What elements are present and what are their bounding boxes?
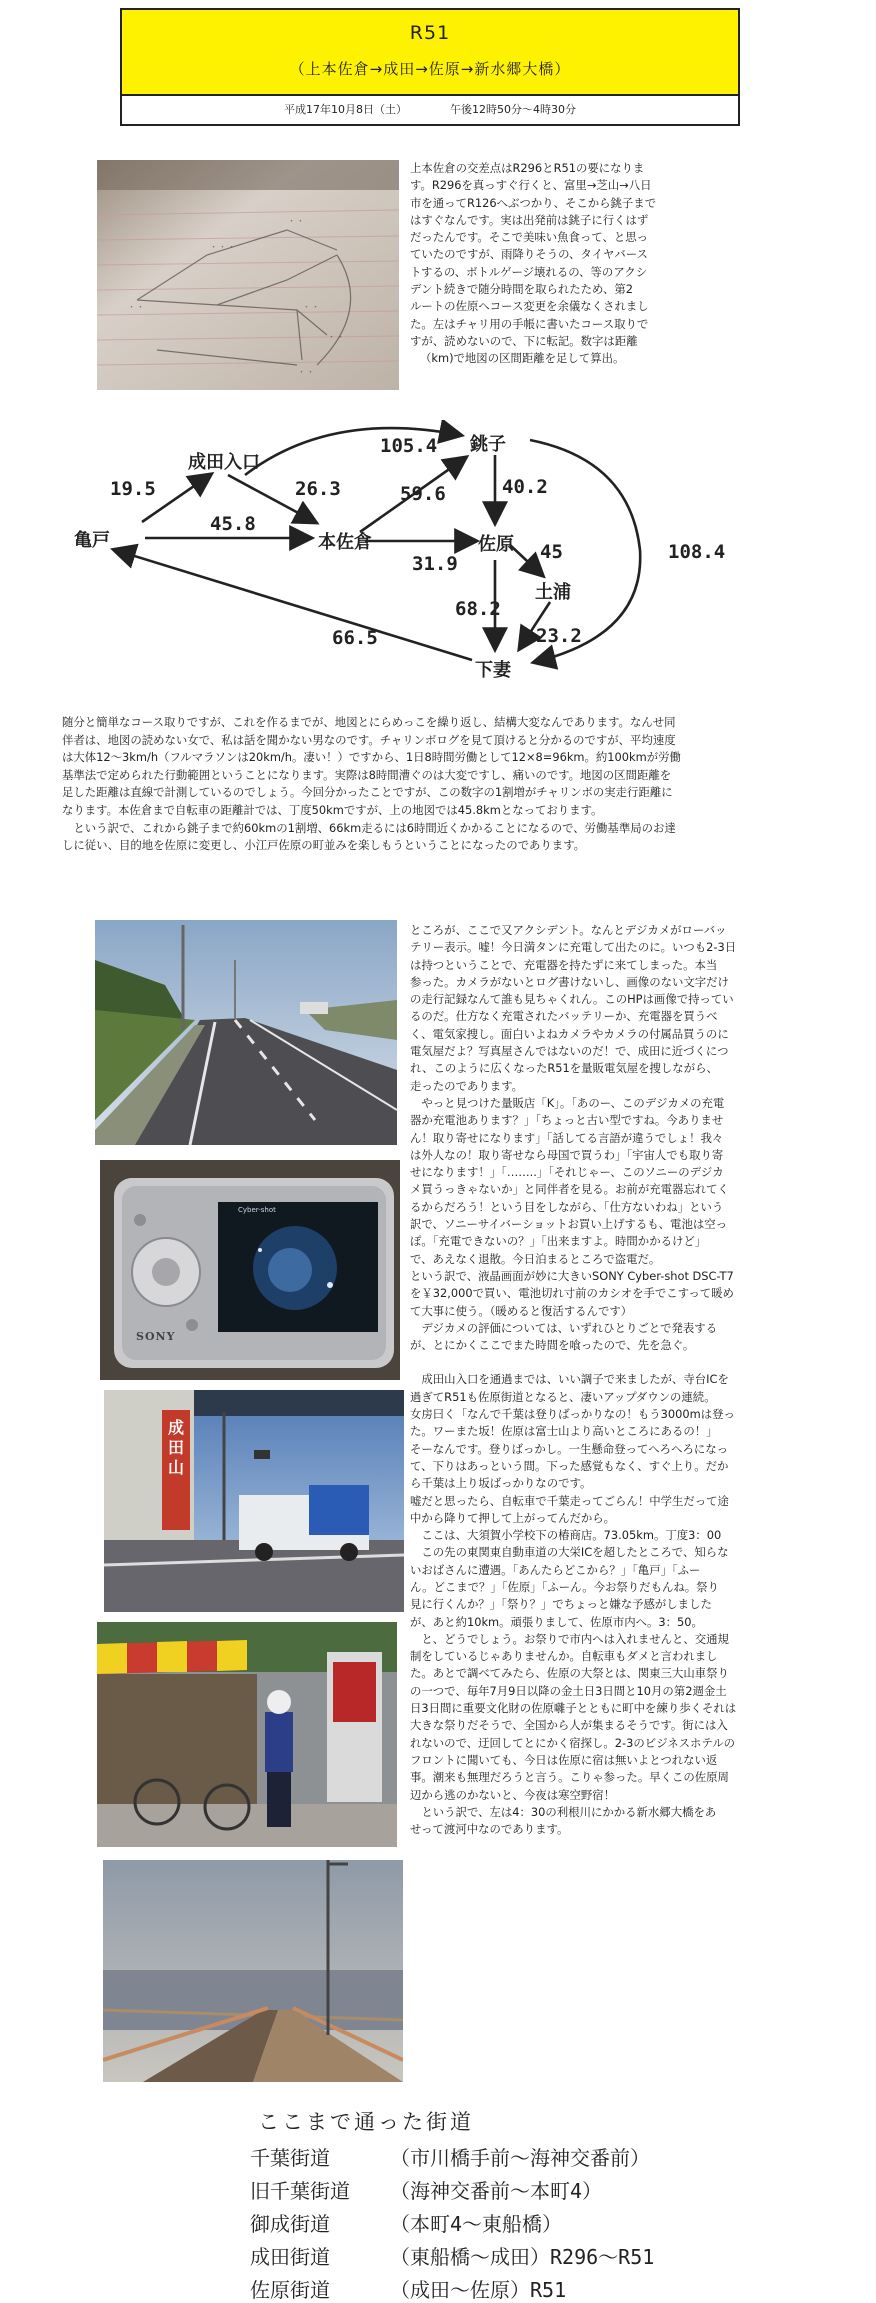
route-detail: （本町4～東船橋） bbox=[390, 2212, 563, 2236]
place-kameido: 亀戸 bbox=[74, 530, 110, 551]
dist-tsuchiura-shimotsuma: 23.2 bbox=[536, 625, 582, 647]
dist-choshi-shimotsuma: 108.4 bbox=[668, 541, 726, 563]
intro-paragraph: 上本佐倉の交差点はR296とR51の要になりま す。R296を真っすぐ行くと、富里→芝山→八日 市を通ってR126へぶつかり、そこから銚子まで はすぐなんです。実は出発前は銚子に行くはず だったんです。そこで美味い魚食って、と思っ ていたのですが、雨降りそうの、タイヤバース トするの、ボトルゲージ壊れるの、等のアクシ デント続きで随分時間を取られたため、第2 ルートの佐原へコース変更を余儀なくされまし た。左はチャリ用の手帳に書いたコース取りで すが、読めないので、下に転記。数字は距離 （km)で地図の区間距離を足して算出。 bbox=[410, 161, 657, 366]
dist-sawara-tsuchiura: 45 bbox=[540, 541, 563, 563]
place-sawara: 佐原 bbox=[478, 534, 514, 555]
dist-kameido-motosakura: 45.8 bbox=[210, 513, 256, 535]
list-item bbox=[250, 2208, 850, 2237]
route-name: 旧千葉街道 bbox=[250, 2179, 350, 2203]
page-subtitle: （上本佐倉→成田→佐原→新水郷大橋） bbox=[289, 60, 571, 78]
date-text: 平成17年10月8日（土） bbox=[284, 103, 407, 116]
svg-text:・・: ・・ bbox=[287, 217, 306, 227]
svg-text:・・・: ・・・ bbox=[209, 243, 237, 253]
street-photo bbox=[104, 1390, 404, 1612]
dist-sawara-shimotsuma: 68.2 bbox=[455, 598, 501, 620]
svg-text:・・: ・・ bbox=[302, 303, 321, 313]
route-list-title: ここまで通った街道 bbox=[258, 2110, 474, 2134]
page-title: R51 bbox=[409, 22, 451, 44]
list-item bbox=[250, 2274, 850, 2303]
list-item bbox=[250, 2175, 850, 2204]
camera-brand-logo: SONY bbox=[136, 1330, 176, 1343]
road-photo bbox=[95, 920, 397, 1145]
dist-choshi-sawara: 40.2 bbox=[502, 476, 548, 498]
dist-kameido-narita: 19.5 bbox=[110, 478, 156, 500]
shop-photo bbox=[97, 1622, 397, 1847]
place-narita-iriguchi: 成田入口 bbox=[188, 452, 260, 473]
camera-photo bbox=[100, 1160, 400, 1380]
dist-motosakura-sawara: 31.9 bbox=[412, 553, 458, 575]
dist-motosakura-choshi: 59.6 bbox=[400, 483, 446, 505]
route-list bbox=[250, 2106, 850, 2303]
route-name: 成田街道 bbox=[250, 2245, 330, 2269]
place-motosakura: 本佐倉 bbox=[318, 532, 372, 553]
shop-sign-text: 成田山 bbox=[167, 1418, 184, 1477]
route-diagram bbox=[70, 420, 820, 695]
route-name: 千葉街道 bbox=[250, 2146, 330, 2170]
story-paragraph: ところが、ここで又アクシデント。なんとデジカメがローバッ テリー表示。嘘！今日満タンに充電して出たのに。いつも2-3日 は持つということで、充電器を持たずに来てしまった。本当 参った。カメラがないとログ書けないし、画像のない文字だけ の走行記録なんて誰も見ちゃくれん。このHPは画像で持ってい るのだ。仕方なく充電されたバッテリーか、充電器を買うべ く、電気家捜し。面白いよねカメラやカメラの付属品買うのに 電気屋だよ？写真屋さんではないのだ！で、成田に近づくにつ れ、このように広くなったR51を量販電気屋を捜しながら、 走ったのであります。 やっと見つけた量販店「K」。「あのー、このデジカメの充電 器か充電池あります？」「ちょっと古い型ですね。今ありませ ん！取り寄せになります」「話してる言語が違うでしょ！我々 は外人なの！取り寄せなら母国で買うわ」「宇宙人でも取り寄 せになります！」「……..」「それじゃー、このソニーのデジカ メ買うっきゃないか」と同伴者を見る。お前が充電器忘れてく るからだろう！という目をしながら、「仕方ないわね」という 訳で、ソニーサイバーショットお買い上げするも、電池は空っ ぽ。「充電できないの？」「出来ますよ。時間かかるけど」 で、あえなく退散。今日泊まるところで盗電だ。 という訳で、液晶画面が妙に大きいSONY Cyber-shot DSC-T7 を￥32,000で買い、電池切れ寸前のカシオを手でこすって暖め て大事に使う。（暖めると復活するんです） デジカメの評価については、いずれひとりごとで発表する が、とにかくここでまた時間を喰ったので、先を急ぐ。 成田山入口を通過までは、いい調子で来ましたが、寺台ICを 過ぎてR51も佐原街道となると、凄いアップダウンの連続。 女房曰く「なんで千葉は登りばっかりなの！もう3000mは登っ た。ワーまた坂！佐原は富士山より高いところにあるの！」 そーなんです。登りばっかし。一生懸命登ってへろへろになっ て、下りはあっという間。下った感覚もなく、すぐ上り。だか ら千葉は上り坂ばっかりなのです。 嘘だと思ったら、自転車で千葉走ってごらん！中学生だって途 中から降りて押して上がってんだから。 ここは、大須賀小学校下の椿商店。73.05km。丁度3：00 この先の東関東自動車道の大栄ICを超したところで、知らな いおばさんに遭遇。「あんたらどこから？」「亀戸」「ふー ん。どこまで？」「佐原」「ふーん。今お祭りだもんね。祭り 見に行くんか？」「祭り？」でちょっと嫌な予感がしました が、あと約10km。頑張りまして、佐原市内へ。3：50。 と、どうでしょう。お祭りで市内へは入れませんと、交通規 制をしているじゃありませんか。自転車もダメと言われまし た。あとで調べてみたら、佐原の大祭とは、関東三大山車祭り の一つで、毎年7月9日以降の金土日3日間と10月の第2週金土 日3日間に重要文化財の佐原囃子とともに町中を練り歩くそれは 大きな祭りだそうで、全国から人が集まるそうです。街には入 れないので、迂回してとにかく宿探し。2-3のビジネスホテルの フロントに聞いても、今日は佐原に宿は無いよとつれない返 事。潮来も無理だろうと言う。こりゃ参った。早くこの佐原周 辺から逃のかないと、今夜は寒空野宿！ という訳で、左は4：30の利根川にかかる新水郷大橋をあ せって渡河中なのであります。 bbox=[410, 923, 737, 1837]
place-shimotsuma: 下妻 bbox=[475, 660, 511, 681]
place-choshi: 銚子 bbox=[470, 434, 506, 455]
svg-text:・・: ・・ bbox=[127, 303, 146, 313]
svg-text:・・: ・・ bbox=[297, 368, 316, 378]
notebook-sketch-icon bbox=[97, 160, 399, 390]
list-item bbox=[250, 2241, 850, 2270]
route-detail: （市川橋手前～海神交番前） bbox=[390, 2146, 650, 2170]
notebook-photo bbox=[97, 160, 399, 390]
explanation-paragraph: 随分と簡単なコース取りですが、これを作るまでが、地図とにらめっこを繰り返し、結構大変なんであります。なんせ同 伴者は、地図の読めない女で、私は話を聞かない男なのです。チャリンボログを見て頂けると分かるのですが、平均速度 は大体12～3km/h（フルマラソンは20km/h。凄い！）ですから、1日8時間労働として12×8=96km。約100kmが労働 基準法で定められた行動範囲ということになります。実際は8時間漕ぐのは大変ですし、痛いのです。地図の区間距離を 足した距離は直線で計測しているのでしょう。今回分かったことですが、この数字の1割増がチャリンボの実走行距離に なります。本佐倉まで自転車の距離計では、丁度50kmですが、上の地図では45.8kmとなっております。 という訳で、これから銚子まで約60kmの1割増、66km走るには6時間近くかかることになるので、労働基準局のお達 しに従い、目的地を佐原に変更し、小江戸佐原の町並みを楽しもうということになったのであります。 bbox=[62, 715, 681, 853]
route-name: 佐原街道 bbox=[250, 2278, 330, 2302]
title-box bbox=[120, 8, 740, 96]
dist-narita-choshi: 105.4 bbox=[380, 435, 438, 457]
route-detail: （成田～佐原）R51 bbox=[390, 2278, 567, 2302]
camera-model-label: Cyber-shot bbox=[238, 1206, 276, 1214]
route-name: 御成街道 bbox=[250, 2212, 330, 2236]
route-detail: （海神交番前～本町4） bbox=[390, 2179, 603, 2203]
list-item bbox=[250, 2142, 850, 2171]
dist-narita-motosakura: 26.3 bbox=[295, 478, 341, 500]
date-bar bbox=[120, 96, 740, 126]
dist-shimotsuma-kameido: 66.5 bbox=[332, 627, 378, 649]
bridge-photo bbox=[103, 1860, 403, 2082]
place-tsuchiura: 土浦 bbox=[535, 582, 571, 603]
time-text: 午後12時50分～4時30分 bbox=[450, 103, 576, 116]
svg-text:・・: ・・ bbox=[327, 333, 346, 343]
route-detail: （東船橋～成田）R296～R51 bbox=[390, 2245, 655, 2269]
